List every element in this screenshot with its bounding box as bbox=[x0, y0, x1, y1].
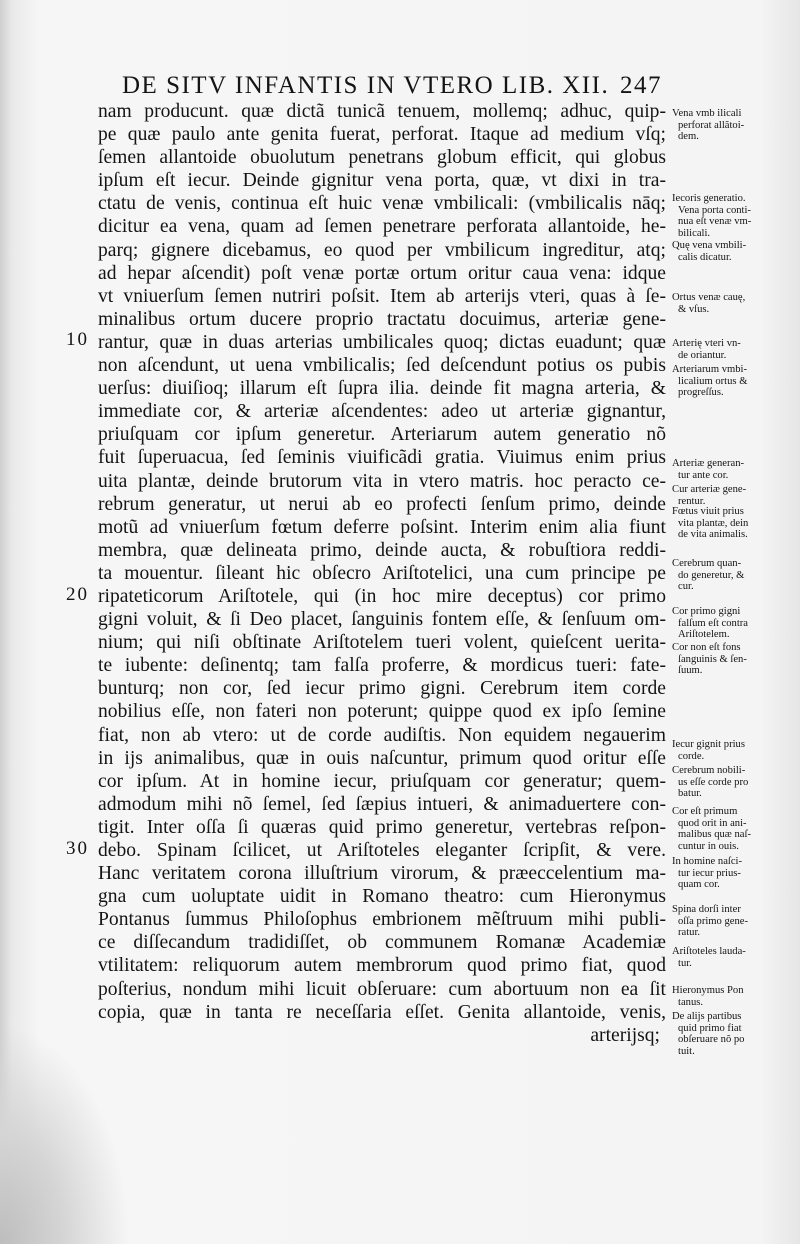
margin-note-line: In homine naſci- bbox=[672, 856, 743, 867]
margin-note-line: de vita animalis. bbox=[678, 529, 748, 541]
text-line: minalibus ortum ducere proprio tractatu docuimus, arteriæ gene- bbox=[98, 308, 666, 330]
margin-note-line: Ariſtotelem. bbox=[678, 629, 730, 641]
line-number: 20 bbox=[66, 584, 89, 605]
text-line: nobilius eſſe, non fateri non poterunt; quippe quod ex ipſo ſemine bbox=[98, 701, 666, 723]
text-line: Pontanus ſummus Philoſophus embrionem mẽſtruum mihi publi- bbox=[98, 909, 666, 931]
margin-note bbox=[672, 642, 790, 677]
margin-note-line: nua eſt venæ vm- bbox=[678, 216, 752, 228]
margin-note-line: Cerebrum nobili- bbox=[672, 765, 746, 776]
margin-note-line: progreſſus. bbox=[678, 387, 724, 399]
text-line: rebrum generatur, ut nerui ab eo profecti ſenſum primo, deinde bbox=[98, 493, 666, 515]
margin-note-line: Arteriæ generan- bbox=[672, 458, 745, 469]
margin-note-line: Spina dorſi inter bbox=[672, 904, 741, 915]
text-line: uita plantæ, deinde brutorum vita in vtero matris. hoc peracto ce- bbox=[98, 470, 666, 492]
margin-note-line: cuntur in ouis. bbox=[678, 840, 739, 852]
margin-note-line: calis dicatur. bbox=[678, 251, 732, 263]
margin-note-line: Fœtus viuit prius bbox=[672, 506, 744, 517]
margin-note-line: do generetur, & bbox=[678, 569, 745, 581]
margin-note-line: corde. bbox=[678, 750, 705, 762]
margin-note-line: Ortus venæ cauę, bbox=[672, 292, 746, 303]
margin-note-line: Cerebrum quan- bbox=[672, 558, 742, 569]
margin-note bbox=[672, 856, 790, 891]
text-line: ce diſſecandum tradidiſſet, ob communem Romanæ Academiæ bbox=[98, 932, 666, 954]
margin-note-line: Cur arteriæ gene- bbox=[672, 484, 747, 495]
text-line: non aſcendunt, ut uena vmbilicalis; ſed deſcendunt potius os pubis bbox=[98, 355, 666, 377]
text-line: priuſquam cor ipſum generetur. Arteriarum autem generatio nõ bbox=[98, 424, 666, 446]
margin-note-line: tanus. bbox=[678, 996, 704, 1008]
margin-note bbox=[672, 108, 790, 143]
margin-note bbox=[672, 193, 790, 239]
text-line: uerſus: diuiſioq; illarum eſt ſupra ilia. deinde fit magna arteria, & bbox=[98, 378, 666, 400]
text-line: nam producunt. quæ dictã tunicã tenuem, mollemq; adhuc, quip- bbox=[98, 101, 666, 122]
margin-note-line: quid primo fiat bbox=[678, 1022, 742, 1034]
margin-note-line: Cor non eſt fons bbox=[672, 642, 741, 653]
margin-note bbox=[672, 506, 790, 541]
text-line: rantur, quæ in duas arterias umbilicales quoq; dictas euadunt; quæ bbox=[98, 331, 666, 353]
margin-note-line: ratur. bbox=[678, 927, 701, 939]
margin-note bbox=[672, 765, 790, 800]
text-line: ctatu de venis, continua eſt huic venæ vmbilicali: (vmbilicalis nāq; bbox=[98, 193, 666, 215]
text-line: vt vniuerſum ſemen nutriri poſsit. Item ab arterijs vteri, quas à ſe- bbox=[98, 285, 666, 307]
text-line: motũ ad vniuerſum fœtum deferre poſsint. Interim enim alia fiunt bbox=[98, 516, 666, 538]
margin-note-line: De alijs partibus bbox=[672, 1011, 742, 1022]
text-line: Hanc veritatem corona illuſtrium virorum, & præeccelentium ma- bbox=[98, 863, 666, 885]
text-line: in ijs animalibus, quæ in ouis naſcuntur, primum quod oritur eſſe bbox=[98, 747, 666, 769]
margin-note-line: Iecoris generatio. bbox=[672, 193, 746, 204]
margin-note-line: Cor eſt primum bbox=[672, 806, 738, 817]
text-line: copia, quæ in tanta re neceſſaria eſſet. Genita allantoide, venis, bbox=[98, 1001, 666, 1023]
page-number: 247 bbox=[620, 72, 662, 99]
text-line: admodum mihi nõ ſemel, ſed ſæpius intueri, & animaduertere con- bbox=[98, 793, 666, 815]
margin-note-line: vita plantæ, dein bbox=[678, 517, 749, 529]
margin-note-line: dem. bbox=[678, 131, 699, 143]
text-line: immediate cor, & arteriæ aſcendentes: adeo ut arteriæ gignantur, bbox=[98, 401, 666, 423]
margin-note-line: falſum eſt contra bbox=[678, 617, 749, 629]
margin-note-line: tur. bbox=[678, 957, 692, 969]
margin-note-line: oſſa primo gene- bbox=[678, 915, 749, 927]
margin-note-line: ſuum. bbox=[678, 665, 703, 677]
line-number: 30 bbox=[66, 838, 89, 859]
page-stain bbox=[0, 1024, 130, 1244]
margin-note bbox=[672, 806, 790, 852]
text-line: ipſum eſt iecur. Deinde gignitur vena porta, quæ, vt dixi in tra- bbox=[98, 170, 666, 192]
text-line: fuit ſuperuacua, ſed ſeminis viuificãdi gratia. Viuimus enim prius bbox=[98, 447, 666, 469]
margin-note bbox=[672, 240, 790, 263]
text-line: bunturq; non cor, ſed iecur primo gigni. Cerebrum item corde bbox=[98, 678, 666, 700]
margin-note bbox=[672, 364, 790, 399]
text-line: dicitur ea vena, quam ad ſemen penetrare perforata allantoide, he- bbox=[98, 216, 666, 238]
margin-note-line: licalium ortus & bbox=[678, 375, 748, 387]
margin-note-line: de oriantur. bbox=[678, 349, 727, 361]
margin-note-line: malibus quæ naſ- bbox=[678, 829, 751, 841]
line-number: 10 bbox=[66, 329, 89, 350]
margin-note bbox=[672, 484, 790, 507]
margin-note-line: ſanguinis & ſen- bbox=[678, 653, 747, 665]
text-line: ripateticorum Ariſtotele, qui (in hoc mire deceptus) cor primo bbox=[98, 585, 666, 607]
margin-note-line: tur ante cor. bbox=[678, 469, 729, 481]
margin-note-line: tuit. bbox=[678, 1045, 695, 1057]
margin-note bbox=[672, 458, 790, 481]
margin-note-line: Quę vena vmbili- bbox=[672, 240, 747, 251]
text-line: gna cum uoluptate uidit in Romano theatro: cum Hieronymus bbox=[98, 886, 666, 908]
margin-note-line: Ariſtoteles lauda- bbox=[672, 946, 746, 957]
margin-note-line: Iecur gignit prius bbox=[672, 739, 745, 750]
margin-note-line: Arterię vteri vn- bbox=[672, 338, 741, 349]
text-line: poſterius, nondum mihi licuit obſeruare: cum abortuum non ea ſit bbox=[98, 978, 666, 1000]
main-text-column bbox=[98, 100, 666, 1047]
margin-note-line: Vena vmb ilicali bbox=[672, 108, 742, 119]
running-header bbox=[122, 72, 662, 100]
text-line: nium; qui niſi obſtinate Ariſtotelem tueri volent, quieſcent ueritа- bbox=[98, 632, 666, 654]
text-line: ſemen allantoide obuolutum penetrans globum efficit, qui globus bbox=[98, 147, 666, 169]
margin-note bbox=[672, 292, 790, 315]
margin-note-line: batur. bbox=[678, 788, 702, 800]
margin-note-line: tur iecur prius- bbox=[678, 867, 741, 879]
margin-note bbox=[672, 1011, 790, 1057]
margin-note-line: Cor primo gigni bbox=[672, 606, 741, 617]
margin-note bbox=[672, 606, 790, 641]
margin-note-line: & vſus. bbox=[678, 303, 710, 315]
margin-note-line: quod orit in ani- bbox=[678, 817, 747, 829]
text-line: cor ipſum. At in homine iecur, priuſquam cor generatur; quem- bbox=[98, 770, 666, 792]
margin-note-line: quam cor. bbox=[678, 879, 720, 891]
margin-note bbox=[672, 985, 790, 1008]
text-line: debo. Spinam ſcilicet, ut Ariſtoteles eleganter ſcripſit, & vere. bbox=[98, 840, 666, 861]
margin-note-line: cur. bbox=[678, 581, 694, 593]
margin-note-line: perforat allãtoi- bbox=[678, 119, 745, 131]
text-line: vtilitatem: reliquorum autem membrorum quod primo fiat, quod bbox=[98, 955, 666, 977]
margin-note bbox=[672, 946, 790, 969]
text-line: fiat, non ab vtero: ut de corde audiſtis. Non equidem negauerim bbox=[98, 724, 666, 746]
margin-note-line: obſeruare nõ po bbox=[678, 1034, 745, 1046]
text-line: arterijsq; bbox=[590, 1024, 660, 1046]
margin-note-line: Hieronymus Pon bbox=[672, 985, 744, 996]
text-line: ta mouentur. ſileant hic obſecro Ariſtotelici, una cum principe pe bbox=[98, 562, 666, 584]
margin-note bbox=[672, 338, 790, 361]
margin-note-line: rentur. bbox=[678, 495, 706, 507]
margin-note bbox=[672, 739, 790, 762]
margin-note-line: Vena porta conti- bbox=[678, 204, 751, 216]
text-line: ad hepar aſcendit) poſt venæ portæ ortum oritur caua vena: idque bbox=[98, 262, 666, 284]
text-line: membra, quæ delineata primo, deinde aucta, & robuſtiora reddi- bbox=[98, 539, 666, 561]
margin-note bbox=[672, 558, 790, 593]
margin-note-line: us eſſe corde pro bbox=[678, 776, 749, 788]
text-line: parq; gignere dicebamus, eo quod per vmbilicum ingreditur, atq; bbox=[98, 239, 666, 261]
text-line: te iubente: deſinentq; tam falſa proferre, & mordicus tueri: fate- bbox=[98, 655, 666, 677]
header-title: DE SITV INFANTIS IN VTERO LIB. XII. bbox=[122, 72, 610, 99]
margin-note bbox=[672, 904, 790, 939]
text-line: gigni voluit, & ſi Deo placet, ſanguinis fontem eſſe, & ſenſuum om- bbox=[98, 609, 666, 631]
margin-note-line: Arteriarum vmbi- bbox=[672, 364, 748, 375]
margin-note-line: bilicali. bbox=[678, 227, 711, 239]
text-line: pe quæ paulo ante genita fuerat, perforat. Itaque ad medium vſq; bbox=[98, 124, 666, 146]
text-line: tigit. Inter oſſa ſi quæras quid primo generetur, vertebras reſpon- bbox=[98, 816, 666, 838]
